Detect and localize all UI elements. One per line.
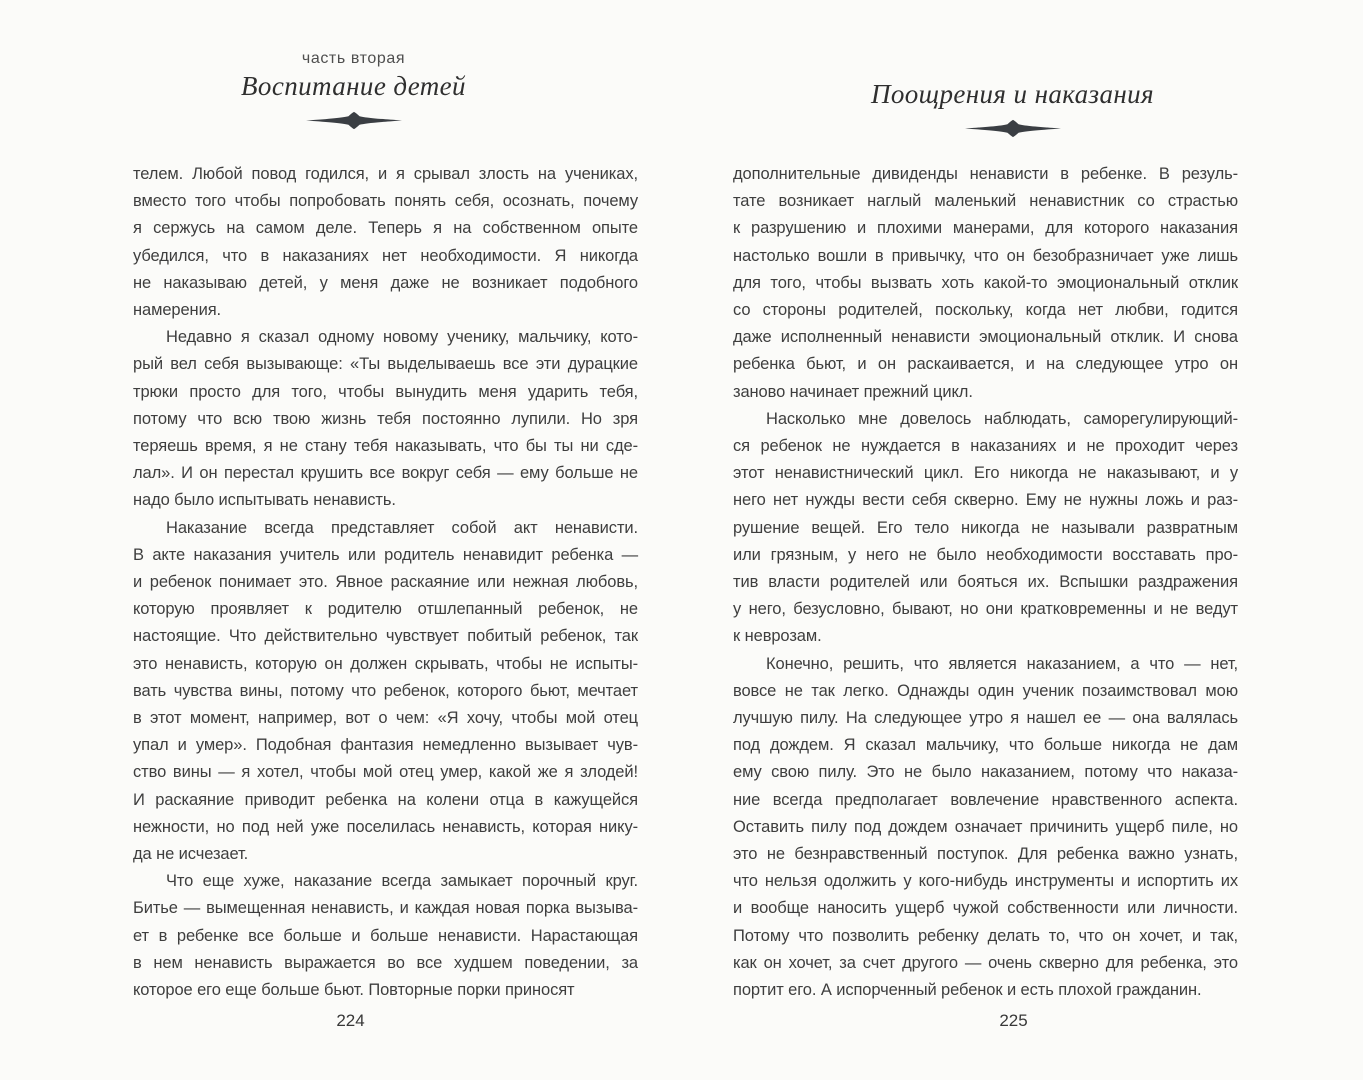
text-line: Насколько мне довелось наблюдать, саморегулирующий-	[766, 409, 1238, 428]
left-page-text	[133, 161, 638, 1004]
text-line: не наказываю детей, у меня даже не возникает подобного	[133, 273, 638, 292]
text-line: под дождем. Я сказал мальчику, что больше никогда не дам	[733, 736, 1238, 755]
diamond-ornament-icon	[760, 119, 1265, 138]
text-line: которую проявляет к родителю отшлепанный ребенок, не	[133, 600, 638, 619]
paragraph	[733, 161, 1238, 406]
text-line: Наказание всегда представляет собой акт ненависти.	[166, 518, 638, 537]
text-line: да не исчезает.	[133, 845, 249, 864]
paragraph	[733, 651, 1238, 1005]
text-line: Конечно, решить, что является наказанием, а что — нет,	[766, 654, 1238, 673]
text-line: рушение вещей. Его тело никогда не называли развратным	[733, 518, 1238, 537]
text-line: заново начинает прежний цикл.	[733, 382, 973, 401]
text-line: этот ненавистнический цикл. Его никогда не наказывают, и у	[733, 464, 1238, 483]
text-line: него нет нужды вести себя скверно. Ему не нужны ложь и раз-	[733, 491, 1238, 510]
text-line: и вообще наносить ущерб чужой собственности или личности.	[733, 899, 1238, 918]
text-line: к разрушению и плохими манерами, для которого наказания	[733, 219, 1238, 238]
left-page-number: 224	[336, 1011, 365, 1030]
text-line: И раскаяние приводит ребенка на колени отца в кажущейся	[133, 790, 638, 809]
text-line: Потому что позволить ребенку делать то, что он хочет, и так,	[733, 926, 1238, 945]
text-line: надо было испытывать ненависть.	[133, 491, 396, 510]
text-line: телем. Любой повод годился, и я срывал злость на учениках,	[133, 165, 638, 183]
text-line: Битье — вымещенная ненависть, и каждая новая порка вызыва-	[133, 899, 638, 918]
text-line: намерения.	[133, 301, 222, 320]
text-line: настоящие. Что действительно чувствует побитый ребенок, так	[133, 627, 638, 646]
left-page-header	[101, 50, 606, 130]
text-line: лал». И он перестал крушить все вокруг себя — ему больше не	[133, 464, 638, 483]
text-line: упал и умер». Подобная фантазия немедленно вызывает чув-	[133, 736, 638, 755]
paragraph	[733, 406, 1238, 651]
text-line: Что еще хуже, наказание всегда замыкает порочный круг.	[166, 872, 638, 891]
text-line: или грязным, у него не было необходимости восставать про-	[733, 545, 1238, 564]
part-title: Воспитание детей	[241, 71, 466, 101]
text-line: дополнительные дивиденды ненависти в ребенке. В резуль-	[733, 165, 1238, 183]
text-line: ет в ребенке все больше и больше ненависти. Нарастающая	[133, 926, 638, 945]
text-line: это не безнравственный поступок. Для ребенка важно узнать,	[733, 845, 1238, 864]
text-line: Оставить пилу под дождем означает причинить ущерб пиле, но	[733, 817, 1238, 836]
text-line: к неврозам.	[733, 627, 822, 646]
text-line: ние всегда предполагает вовлечение нравственного аспекта.	[733, 790, 1238, 809]
text-line: как он хочет, за счет другого — очень скверно для ребенка, это	[733, 953, 1238, 972]
text-line: и ребенок понимает это. Явное раскаяние или нежная любовь,	[133, 573, 638, 592]
text-line: рый вел себя вызывающе: «Ты выделываешь все эти дурацкие	[133, 355, 638, 374]
text-line: потому что всю твою жизнь тебя постоянно лупили. Но зря	[133, 409, 638, 428]
text-line: трюки просто для того, чтобы вынудить меня ударить тебя,	[133, 382, 638, 401]
text-line: ребенка бьют, и он раскаивается, и на следующее утро он	[733, 355, 1238, 374]
text-line: в этот момент, например, вот о чем: «Я хочу, чтобы мой отец	[133, 709, 638, 728]
right-page-number: 225	[999, 1011, 1028, 1030]
text-line: нежности, но под ней уже поселилась ненависть, которая нику-	[133, 817, 638, 836]
text-line: что нельзя одолжить у кого-нибудь инструменты и испортить их	[733, 872, 1238, 891]
text-line: теряешь время, я не стану тебя наказывать, что бы ты ни сде-	[133, 437, 638, 456]
text-line: это ненависть, которую он должен скрывать, чтобы не испыты-	[133, 654, 638, 673]
text-line: ство вины — я хотел, чтобы мой отец умер, какой же я злодей!	[133, 763, 638, 782]
paragraph	[133, 515, 638, 869]
text-line: тате возникает наглый маленький ненавистник со страстью	[733, 192, 1238, 211]
text-line: ему свою пилу. Это не было наказанием, потому что наказа-	[733, 763, 1238, 782]
paragraph	[133, 324, 638, 514]
diamond-ornament-icon	[101, 111, 606, 130]
text-line: со стороны родителей, поскольку, когда нет любви, годится	[733, 301, 1238, 320]
text-line: лучшую пилу. На следующее утро я нашел ее — она валялась	[733, 709, 1238, 728]
text-line: ся ребенок не нуждается в наказаниях и не проходит через	[733, 437, 1238, 456]
text-line: даже исполненный ненависти эмоциональный отклик. И снова	[733, 328, 1238, 347]
text-line: Недавно я сказал одному новому ученику, мальчику, кото-	[166, 328, 638, 347]
text-line: портит его. А испорченный ребенок и есть плохой гражданин.	[733, 981, 1202, 1000]
text-line: для того, чтобы вызвать хоть какой-то эмоциональный отклик	[733, 273, 1238, 292]
paragraph	[133, 161, 638, 324]
text-line: В акте наказания учитель или родитель ненавидит ребенка —	[133, 545, 638, 564]
right-page-text	[733, 161, 1238, 1004]
part-label: часть вторая	[301, 50, 406, 67]
text-line: которое его еще больше бьют. Повторные порки приносят	[133, 981, 575, 1000]
chapter-title: Поощрения и наказания	[870, 79, 1155, 109]
text-line: убедился, что в наказаниях нет необходимости. Я никогда	[133, 246, 638, 265]
text-line: вать чувства вины, потому что ребенок, которого бьют, мечтает	[133, 681, 638, 700]
right-page-header	[760, 76, 1265, 138]
paragraph	[133, 868, 638, 1004]
text-line: тив власти родителей или бояться их. Вспышки раздражения	[733, 573, 1238, 592]
text-line: я сержусь на самом деле. Теперь я на собственном опыте	[133, 219, 638, 238]
text-line: вовсе не так легко. Однажды один ученик позаимствовал мою	[733, 681, 1238, 700]
text-line: настолько вошли в привычку, что он безобразничает уже лишь	[733, 246, 1238, 265]
text-line: в нем ненависть выражается во все худшем поведении, за	[133, 953, 638, 972]
text-line: у него, безусловно, бывают, но они кратковременны и не ведут	[733, 600, 1238, 619]
text-line: вместо того чтобы попробовать понять себя, осознать, почему	[133, 192, 638, 211]
